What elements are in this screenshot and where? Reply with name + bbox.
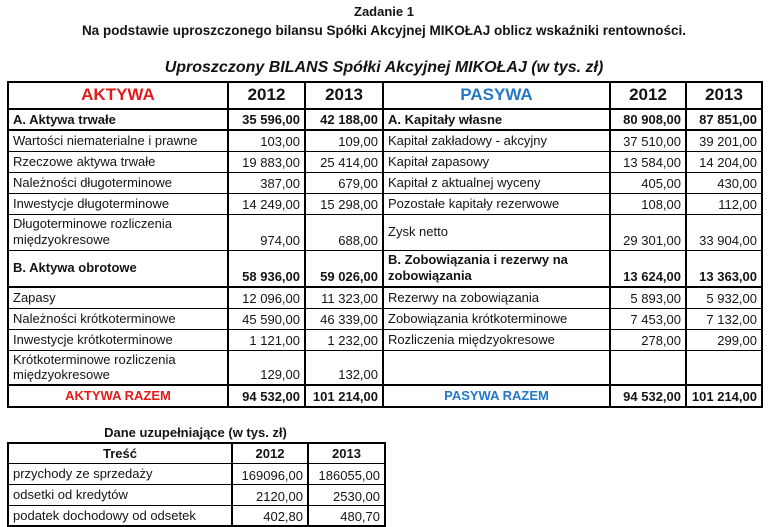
supplementary-2012-cell: 402,80 [232,505,308,526]
aktywa-2013-cell: 679,00 [305,172,383,193]
pasywa-2013-cell: 14 204,00 [686,151,762,172]
aktywa-2013-cell: 59 026,00 [305,250,383,287]
pasywa-year-2012-header: 2012 [610,82,686,109]
aktywa-2012-cell: 14 249,00 [228,193,305,214]
pasywa-label-cell: A. Kapitały własne [383,109,610,130]
table-row [8,505,385,526]
page-header [0,0,768,38]
aktywa-year-2012-header: 2012 [228,82,305,109]
pasywa-2013-cell: 13 363,00 [686,250,762,287]
pasywa-label-cell [383,350,610,385]
pasywa-label-cell: Kapitał zapasowy [383,151,610,172]
supplementary-label-cell: odsetki od kredytów [8,484,232,505]
supplementary-table [7,442,386,527]
pasywa-label-cell: Zysk netto [383,214,610,250]
supplementary-table-title: Dane uzupełniające (w tys. zł) [104,425,287,441]
supplementary-2013-cell: 186055,00 [308,463,385,484]
table-row [8,214,762,250]
aktywa-2013-cell: 46 339,00 [305,308,383,329]
pasywa-2012-cell: 29 301,00 [610,214,686,250]
supplementary-year-2012-header: 2012 [232,443,308,463]
pasywa-label-cell: Kapitał zakładowy - akcyjny [383,130,610,151]
table-row [8,172,762,193]
pasywa-label-cell: Pozostałe kapitały rezerwowe [383,193,610,214]
pasywa-label-cell: Rezerwy na zobowiązania [383,287,610,308]
supplementary-2013-cell: 480,70 [308,505,385,526]
pasywa-2012-cell: 37 510,00 [610,130,686,151]
table-row [8,484,385,505]
aktywa-label-cell: Krótkoterminowe rozliczenia międzyokresowe [8,350,228,385]
pasywa-total-2012: 94 532,00 [610,385,686,407]
aktywa-2013-cell: 132,00 [305,350,383,385]
pasywa-2013-cell: 5 932,00 [686,287,762,308]
supplementary-label-cell: podatek dochodowy od odsetek [8,505,232,526]
pasywa-label-cell: Zobowiązania krótkoterminowe [383,308,610,329]
table-row [8,350,762,385]
aktywa-label-cell: Rzeczowe aktywa trwałe [8,151,228,172]
table-row [8,329,762,350]
pasywa-2013-cell: 112,00 [686,193,762,214]
aktywa-2012-cell: 103,00 [228,130,305,151]
aktywa-2012-cell: 387,00 [228,172,305,193]
pasywa-label-cell: B. Zobowiązania i rezerwy na zobowiązania [383,250,610,287]
aktywa-total-2012: 94 532,00 [228,385,305,407]
supplementary-label-header: Treść [8,443,232,463]
supplementary-header-row [8,443,385,463]
aktywa-label-cell: Wartości niematerialne i prawne [8,130,228,151]
pasywa-label-cell: Rozliczenia międzyokresowe [383,329,610,350]
aktywa-label-cell: Inwestycje krótkoterminowe [8,329,228,350]
table-row [8,463,385,484]
pasywa-label-cell: Kapitał z aktualnej wyceny [383,172,610,193]
supplementary-2012-cell: 169096,00 [232,463,308,484]
aktywa-label-cell: Długoterminowe rozliczenia międzyokresowe [8,214,228,250]
pasywa-year-2013-header: 2013 [686,82,762,109]
pasywa-2012-cell: 13 624,00 [610,250,686,287]
pasywa-2012-cell: 5 893,00 [610,287,686,308]
task-description: Na podstawie uproszczonego bilansu Spółki Akcyjnej MIKOŁAJ oblicz wskaźniki rentowności. [81,23,687,38]
pasywa-2012-cell [610,350,686,385]
balance-table-title: Uproszczony BILANS Spółki Akcyjnej MIKOŁAJ (w tys. zł) [164,59,604,76]
pasywa-2013-cell: 430,00 [686,172,762,193]
table-row [8,151,762,172]
pasywa-2012-cell: 80 908,00 [610,109,686,130]
aktywa-label-cell: A. Aktywa trwałe [8,109,228,130]
balance-table [7,81,763,408]
table-row [8,287,762,308]
pasywa-2013-cell [686,350,762,385]
supplementary-label-cell: przychody ze sprzedaży [8,463,232,484]
aktywa-2013-cell: 688,00 [305,214,383,250]
aktywa-2013-cell: 11 323,00 [305,287,383,308]
totals-row [8,385,762,407]
aktywa-2012-cell: 129,00 [228,350,305,385]
aktywa-total-2013: 101 214,00 [305,385,383,407]
aktywa-2012-cell: 19 883,00 [228,151,305,172]
pasywa-2012-cell: 7 453,00 [610,308,686,329]
pasywa-2012-cell: 13 584,00 [610,151,686,172]
table-row [8,308,762,329]
aktywa-2013-cell: 25 414,00 [305,151,383,172]
aktywa-total-label: AKTYWA RAZEM [8,385,228,407]
pasywa-2013-cell: 39 201,00 [686,130,762,151]
aktywa-2012-cell: 35 596,00 [228,109,305,130]
aktywa-2013-cell: 109,00 [305,130,383,151]
aktywa-2013-cell: 1 232,00 [305,329,383,350]
aktywa-2012-cell: 1 121,00 [228,329,305,350]
pasywa-2013-cell: 87 851,00 [686,109,762,130]
aktywa-2012-cell: 974,00 [228,214,305,250]
pasywa-2013-cell: 33 904,00 [686,214,762,250]
supplementary-year-2013-header: 2013 [308,443,385,463]
balance-header-row [8,82,762,109]
aktywa-2012-cell: 45 590,00 [228,308,305,329]
aktywa-label-cell: Należności krótkoterminowe [8,308,228,329]
pasywa-2012-cell: 278,00 [610,329,686,350]
aktywa-label-cell: Należności długoterminowe [8,172,228,193]
aktywa-2013-cell: 15 298,00 [305,193,383,214]
table-row [8,109,762,130]
table-row [8,250,762,287]
aktywa-label-cell: Inwestycje długoterminowe [8,193,228,214]
aktywa-2013-cell: 42 188,00 [305,109,383,130]
task-title: Zadanie 1 [354,4,414,19]
pasywa-2012-cell: 405,00 [610,172,686,193]
aktywa-year-2013-header: 2013 [305,82,383,109]
table-row [8,193,762,214]
aktywa-2012-cell: 12 096,00 [228,287,305,308]
pasywa-column-header: PASYWA [383,82,610,109]
pasywa-2012-cell: 108,00 [610,193,686,214]
aktywa-label-cell: B. Aktywa obrotowe [8,250,228,287]
pasywa-2013-cell: 299,00 [686,329,762,350]
pasywa-total-label: PASYWA RAZEM [383,385,610,407]
supplementary-2012-cell: 2120,00 [232,484,308,505]
pasywa-total-2013: 101 214,00 [686,385,762,407]
aktywa-label-cell: Zapasy [8,287,228,308]
supplementary-2013-cell: 2530,00 [308,484,385,505]
aktywa-2012-cell: 58 936,00 [228,250,305,287]
pasywa-2013-cell: 7 132,00 [686,308,762,329]
table-row [8,130,762,151]
aktywa-column-header: AKTYWA [8,82,228,109]
